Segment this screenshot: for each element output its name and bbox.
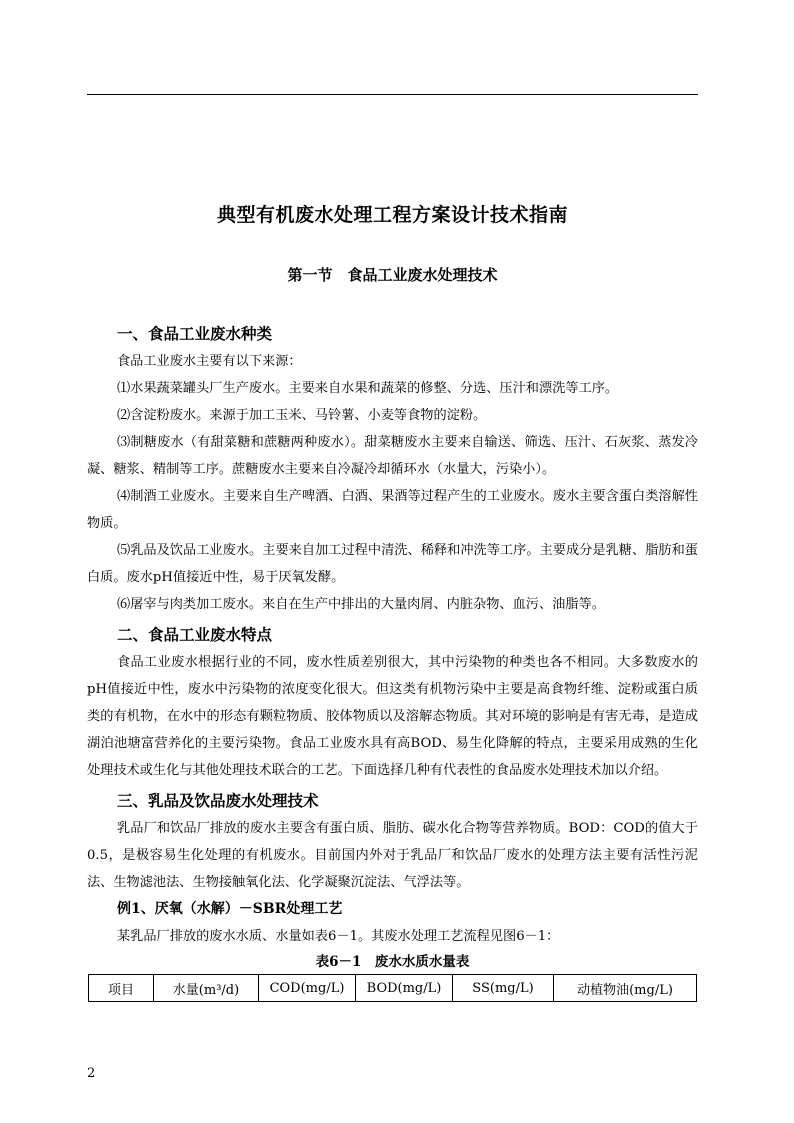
table-header-cell: BOD(mg/L) <box>356 975 453 1002</box>
table-caption: 表6－1 废水水质水量表 <box>315 954 470 970</box>
paragraph-dairy-treatment: 乳品厂和饮品厂排放的废水主要含有蛋白质、脂肪、碳水化合物等营养物质。BOD：COD的值大于0.5，是极容易生化处理的有机废水。目前国内外对于乳品厂和饮品厂废水的处理方法主要有活性污泥法、生物滤池法、生物接触氧化法、化学凝聚沉淀法、气浮法等。 <box>87 821 698 890</box>
document-body <box>87 320 698 1002</box>
water-quality-table <box>88 974 697 1002</box>
paragraph-features: 食品工业废水根据行业的不同，废水性质差别很大，其中污染物的种类也各不相同。大多数废水的pH值接近中性，废水中污染物的浓度变化很大。但这类有机物污染中主要是高食物纤维、淀粉或蛋白质类的有机物，在水中的形态有颗粒物质、胶体物质以及溶解态物质。其对环境的影响是有害无毒，是造成湖泊池塘富营养化的主要污染物。食品工业废水具有高BOD、易生化降解的特点，主要采用成熟的生化处理技术或生化与其他处理技术联合的工艺。下面选择几种有代表性的食品废水处理技术加以介绍。 <box>87 655 698 778</box>
header-rule <box>87 94 698 95</box>
document-title: 典型有机废水处理工程方案设计技术指南 <box>216 204 568 226</box>
section-title: 第一节 食品工业废水处理技术 <box>287 266 498 284</box>
heading-example-1: 例1、厌氧（水解）－SBR处理工艺 <box>117 901 343 917</box>
list-item-brewing: ⑷制酒工业废水。主要来自生产啤酒、白酒、果酒等过程产生的工业废水。废水主要含蛋白类溶解性物质。 <box>87 489 698 531</box>
list-item-starch: ⑵含淀粉废水。来源于加工玉米、马铃薯、小麦等食物的淀粉。 <box>117 408 487 423</box>
heading-wastewater-types: 一、食品工业废水种类 <box>117 324 273 343</box>
paragraph-example-1: 某乳品厂排放的废水水质、水量如表6－1。其废水处理工艺流程见图6－1： <box>117 929 560 944</box>
heading-dairy-treatment: 三、乳品及饮品废水处理技术 <box>117 791 319 810</box>
table-header-cell: COD(mg/L) <box>259 975 356 1002</box>
page-number: 2 <box>87 1066 96 1081</box>
table-header-cell: SS(mg/L) <box>453 975 554 1002</box>
table-header-cell: 动植物油(mg/L) <box>554 975 697 1002</box>
list-item-fruit-vegetable: ⑴水果蔬菜罐头厂生产废水。主要来自水果和蔬菜的修整、分选、压汁和漂洗等工序。 <box>117 381 619 396</box>
list-item-sugar: ⑶制糖废水（有甜菜糖和蔗糖两种废水）。甜菜糖废水主要来自输送、筛选、压汁、石灰浆、蒸发冷凝、糖浆、精制等工序。蔗糖废水主要来自冷凝冷却循环水（水量大，污染小）。 <box>87 435 698 477</box>
list-item-slaughter: ⑹屠宰与肉类加工废水。来自在生产中排出的大量肉屑、内脏杂物、血污、油脂等。 <box>117 597 605 612</box>
heading-wastewater-features: 二、食品工业废水特点 <box>117 625 273 644</box>
table-header-row <box>89 975 697 1002</box>
paragraph-intro: 食品工业废水主要有以下来源： <box>117 354 302 369</box>
table-header-cell: 项目 <box>89 975 154 1002</box>
list-item-dairy: ⑸乳品及饮品工业废水。主要来自加工过程中清洗、稀释和冲洗等工序。主要成分是乳糖、脂肪和蛋白质。废水pH值接近中性，易于厌氧发酵。 <box>87 543 698 585</box>
table-header-cell: 水量(m³/d) <box>154 975 259 1002</box>
